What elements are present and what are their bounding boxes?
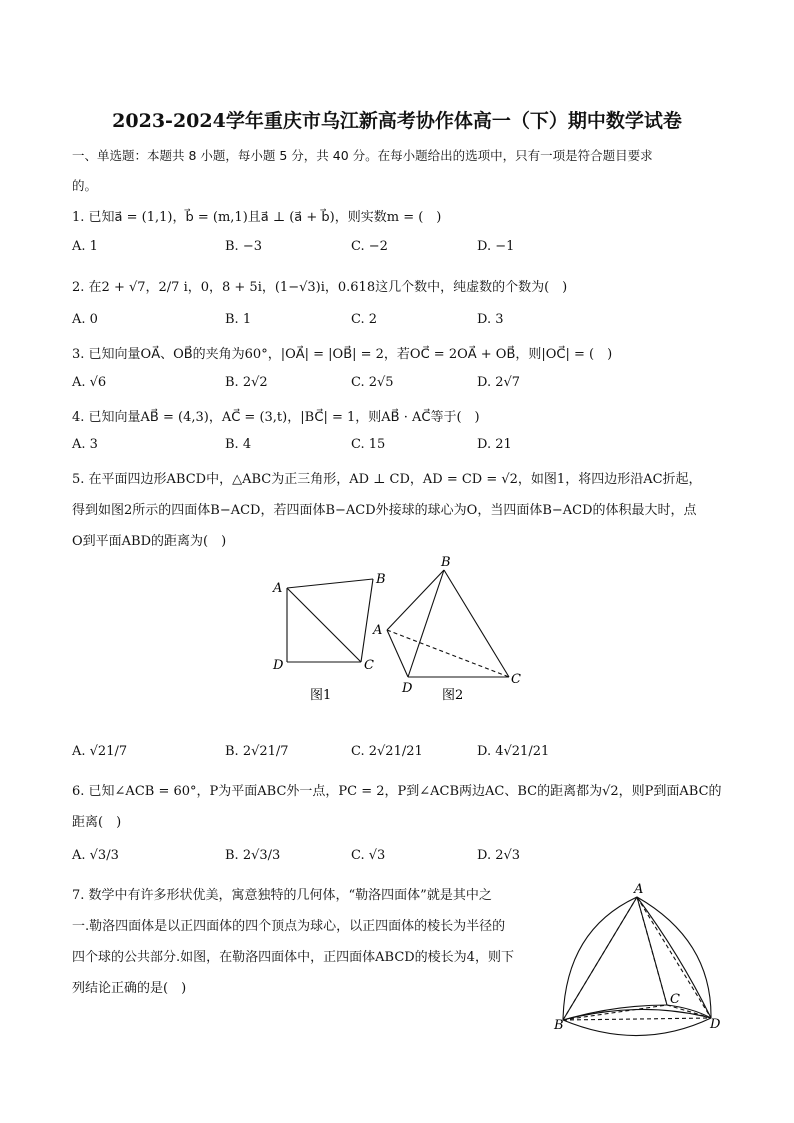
q5-figure-2 — [387, 570, 509, 677]
q1-option-d: D. −1 — [477, 239, 515, 254]
fig2-caption: 图2 — [442, 688, 464, 703]
question-4-stem: 4. 已知向量AB⃗ = (4,3)，AC⃗ = (3,t)，|BC⃗| = 1，则AB⃗ · AC⃗等于( ) — [72, 410, 480, 425]
q5-option-b: B. 2√21/7 — [225, 744, 289, 759]
tetra-edge-ac — [637, 897, 667, 1005]
q2-option-d: D. 3 — [477, 312, 504, 327]
q1-option-b: B. −3 — [225, 239, 262, 254]
q2-option-c: C. 2 — [351, 312, 378, 327]
q3-option-b: B. 2√2 — [225, 375, 268, 390]
question-7-stem-line3: 四个球的公共部分.如图，在勒洛四面体中，正四面体ABCD的棱长为4，则下 — [72, 950, 514, 965]
tetra-edge-ad — [637, 897, 711, 1018]
question-7-stem-line2: 一.勒洛四面体是以正四面体的四个顶点为球心，以正四面体的棱长为半径的 — [72, 919, 506, 934]
tetra-edge-bd — [563, 1018, 711, 1020]
question-5-stem-line2: 得到如图2所示的四面体B−ACD，若四面体B−ACD外接球的球心为O，当四面体B−ACD的体积最大时，点 — [72, 503, 697, 518]
page-title: 2023-2024学年重庆市乌江新高考协作体高一（下）期中数学试卷 — [112, 110, 682, 132]
q5-option-a: A. √21/7 — [72, 744, 128, 759]
reuleaux-arc-ac — [637, 897, 667, 1005]
q4-option-b: B. 4 — [225, 437, 252, 452]
q3-option-d: D. 2√7 — [477, 375, 521, 390]
fig1-label-a: A — [273, 581, 283, 596]
q6-option-d: D. 2√3 — [477, 848, 521, 863]
section-heading-line2: 的。 — [72, 178, 98, 193]
q1-option-c: C. −2 — [351, 239, 388, 254]
reuleaux-arc-bd-inner — [563, 1009, 711, 1020]
q7-label-d: D — [710, 1017, 721, 1032]
fig2-edge-bc — [444, 570, 509, 677]
q1-option-a: A. 1 — [72, 239, 98, 254]
fig1-caption: 图1 — [310, 688, 332, 703]
fig1-label-c: C — [364, 658, 374, 673]
fig2-label-a: A — [373, 623, 383, 638]
fig2-label-c: C — [511, 672, 521, 687]
q3-option-c: C. 2√5 — [351, 375, 394, 390]
q3-option-a: A. √6 — [72, 375, 107, 390]
fig1-label-d: D — [273, 658, 284, 673]
fig2-edge-ad — [387, 630, 408, 677]
reuleaux-arc-bc — [563, 1005, 667, 1020]
question-5-stem-line3: O到平面ABD的距离为( ) — [72, 534, 227, 549]
q2-option-b: B. 1 — [225, 312, 252, 327]
q7-label-b: B — [554, 1018, 564, 1033]
question-6-stem-line1: 6. 已知∠ACB = 60°，P为平面ABC外一点，PC = 2，P到∠ACB两边AC、BC的距离都为√2，则P到面ABC的 — [72, 784, 722, 799]
question-1-stem: 1. 已知a⃗ = (1,1)，b⃗ = (m,1)且a⃗ ⊥ (a⃗ + b⃗)，则实数m = ( ) — [72, 210, 442, 225]
q5-option-c: C. 2√21/21 — [351, 744, 423, 759]
q6-option-c: C. √3 — [351, 848, 386, 863]
fig1-edge-bc — [361, 579, 373, 662]
fig1-edge-ac — [287, 588, 361, 662]
fig1-edge-ab — [287, 579, 373, 588]
reuleaux-arc-ab-inner — [563, 897, 637, 1020]
q4-option-a: A. 3 — [72, 437, 98, 452]
q4-option-c: C. 15 — [351, 437, 386, 452]
tetra-edge-bc — [563, 1005, 667, 1020]
reuleaux-arc-ad-inner — [637, 897, 711, 1018]
fig1-label-b: B — [376, 572, 386, 587]
reuleaux-arc-bd — [563, 1018, 711, 1036]
q2-option-a: A. 0 — [72, 312, 98, 327]
reuleaux-arc-ab — [563, 897, 637, 1020]
q5-option-d: D. 4√21/21 — [477, 744, 550, 759]
q4-option-d: D. 21 — [477, 437, 512, 452]
question-2-stem: 2. 在2 + √7，2/7 i，0，8 + 5i，(1−√3)i，0.618这几个数中，纯虚数的个数为( ) — [72, 280, 568, 295]
section-heading-line1: 一、单选题：本题共 8 小题，每小题 5 分，共 40 分。在每小题给出的选项中，只有一项是符合题目要求 — [72, 148, 653, 163]
fig2-label-b: B — [441, 555, 451, 570]
q6-option-a: A. √3/3 — [72, 848, 119, 863]
q7-label-a: A — [634, 882, 644, 897]
question-6-stem-line2: 距离( ) — [72, 815, 122, 830]
question-3-stem: 3. 已知向量OA⃗、OB⃗的夹角为60°，|OA⃗| = |OB⃗| = 2，若OC⃗ = 2OA⃗ + OB⃗，则|OC⃗| = ( ) — [72, 347, 613, 362]
reuleaux-arc-cd — [667, 1005, 711, 1018]
reuleaux-arc-ad — [637, 897, 711, 1018]
fig2-label-d: D — [402, 681, 413, 696]
tetra-edge-cd — [667, 1005, 711, 1018]
q7-label-c: C — [670, 992, 680, 1007]
fig2-edge-bd — [408, 570, 444, 677]
q5-figure-1 — [287, 579, 373, 662]
question-7-stem-line1: 7. 数学中有许多形状优美，寓意独特的几何体，“勒洛四面体”就是其中之 — [72, 888, 492, 903]
question-7-stem-line4: 列结论正确的是( ) — [72, 981, 187, 996]
question-5-stem-line1: 5. 在平面四边形ABCD中，△ABC为正三角形，AD ⊥ CD，AD = CD = √2，如图1，将四边形沿AC折起， — [72, 472, 702, 487]
q6-option-b: B. 2√3/3 — [225, 848, 281, 863]
tetra-edge-ab — [563, 897, 637, 1020]
fig2-edge-ba — [387, 570, 444, 630]
fig2-edge-ac-hidden — [387, 630, 509, 677]
